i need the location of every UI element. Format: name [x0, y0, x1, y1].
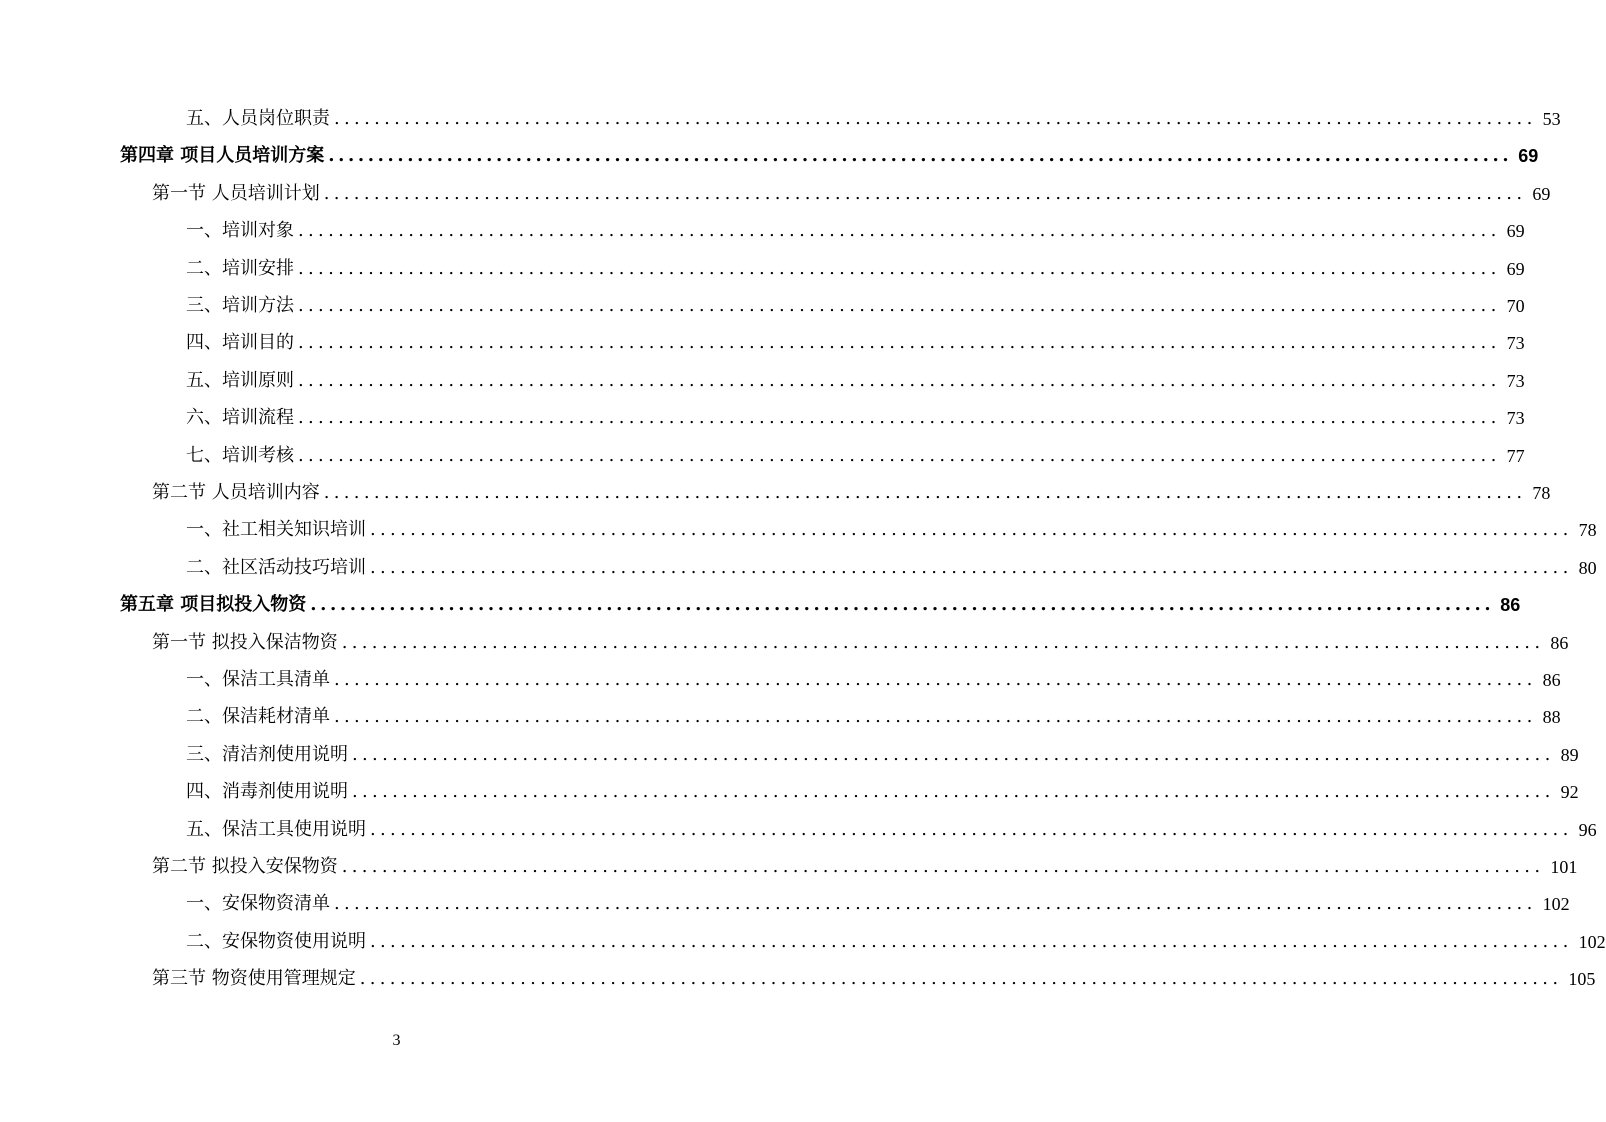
toc-entry[interactable]	[186, 105, 1561, 133]
toc-entry-label: 第二节 人员培训内容	[152, 482, 320, 503]
toc-leader-dots: ........................................................................................................................	[334, 108, 1537, 129]
toc-entry-page: 102	[1542, 894, 1570, 915]
toc-entry[interactable]	[186, 666, 1561, 694]
toc-leader-dots: ........................................................................................................................	[334, 669, 1537, 690]
toc-entry[interactable]	[152, 629, 1569, 657]
toc-entry-label: 三、培训方法	[186, 295, 294, 316]
toc-leader-dots: ........................................................................................................................	[323, 182, 1527, 204]
toc-entry[interactable]	[152, 965, 1596, 993]
toc-entry-page: 78	[1578, 520, 1597, 541]
toc-entry-page: 101	[1550, 857, 1578, 877]
toc-leader-dots: ........................................................................................................................	[359, 968, 1563, 990]
toc-leader-dots: ........................................................................................................................	[341, 856, 1545, 877]
toc-leader-dots: ........................................................................................................................	[334, 706, 1537, 728]
toc-entry[interactable]	[186, 928, 1606, 956]
toc-entry-label: 六、培训流程	[186, 407, 294, 429]
toc-entry-page: 88	[1542, 707, 1561, 728]
toc-leader-dots: ........................................................................................................................	[298, 257, 1501, 279]
toc-entry[interactable]	[186, 816, 1597, 844]
toc-entry[interactable]	[186, 516, 1597, 544]
toc-leader-dots: ........................................................................................................................	[298, 407, 1501, 429]
toc-entry-label: 三、清洁剂使用说明	[186, 743, 348, 765]
toc-entry-page: 77	[1506, 445, 1525, 466]
toc-entry-label: 二、培训安排	[186, 257, 294, 279]
toc-leader-dots: ........................................................................................................................	[370, 556, 1573, 578]
toc-entry[interactable]	[186, 703, 1561, 731]
toc-entry-label: 第五章 项目拟投入物资	[120, 594, 307, 616]
toc-entry-page: 96	[1578, 819, 1597, 840]
toc-entry-page: 102	[1578, 931, 1606, 952]
toc-entry-label: 二、保洁耗材清单	[186, 706, 330, 728]
toc-leader-dots: ........................................................................................................................	[310, 594, 1495, 616]
toc-entry-label: 第二节 拟投入安保物资	[152, 856, 338, 877]
toc-leader-dots: ........................................................................................................................	[323, 482, 1527, 503]
toc-leader-dots: ........................................................................................................................	[298, 295, 1501, 316]
toc-leader-dots: ........................................................................................................................	[352, 781, 1555, 803]
toc-entry-page: 69	[1506, 221, 1525, 242]
toc-entry-page: 53	[1542, 109, 1561, 129]
toc-entry[interactable]	[186, 741, 1579, 769]
toc-entry-label: 四、消毒剂使用说明	[186, 781, 348, 803]
toc-entry-label: 一、培训对象	[186, 220, 294, 242]
toc-entry-label: 七、培训考核	[186, 444, 294, 466]
toc-entry[interactable]	[186, 778, 1579, 806]
toc-leader-dots: ........................................................................................................................	[298, 444, 1501, 466]
toc-entry[interactable]	[152, 180, 1551, 208]
toc-entry-page: 89	[1560, 744, 1579, 765]
toc-entry[interactable]	[186, 890, 1570, 918]
toc-leader-dots: ........................................................................................................................	[298, 369, 1501, 391]
toc-entry[interactable]	[186, 554, 1597, 582]
toc-leader-dots: ........................................................................................................................	[370, 519, 1573, 541]
toc-leader-dots: ........................................................................................................................	[328, 145, 1513, 167]
toc-entry[interactable]	[186, 367, 1525, 395]
toc-entry[interactable]	[186, 404, 1525, 432]
toc-entry-page: 73	[1506, 408, 1525, 429]
toc-entry[interactable]	[186, 442, 1525, 470]
toc-entry-page: 73	[1506, 370, 1525, 391]
toc-entry-page: 105	[1568, 969, 1596, 990]
toc-entry[interactable]	[186, 217, 1525, 245]
toc-entry-page: 78	[1532, 483, 1551, 503]
toc-entry-page: 80	[1578, 557, 1597, 578]
page-number: 3	[392, 1032, 401, 1049]
toc-entry-page: 70	[1506, 296, 1525, 316]
toc-entry[interactable]	[186, 255, 1525, 283]
toc-entry-page: 86	[1550, 632, 1569, 653]
toc-leader-dots: ........................................................................................................................	[341, 631, 1545, 653]
toc-entry[interactable]	[120, 142, 1539, 170]
toc-leader-dots: ........................................................................................................................	[298, 220, 1501, 242]
toc-leader-dots: ........................................................................................................................	[370, 930, 1573, 952]
toc-leader-dots: ........................................................................................................................	[370, 818, 1573, 840]
toc-entry-label: 第一节 人员培训计划	[152, 182, 320, 204]
toc-entry-label: 二、安保物资使用说明	[186, 930, 366, 952]
toc-entry-page: 92	[1560, 782, 1579, 803]
toc-entry-label: 第一节 拟投入保洁物资	[152, 631, 338, 653]
toc-entry-label: 五、培训原则	[186, 369, 294, 391]
toc-entry[interactable]	[186, 292, 1525, 320]
toc-entry-label: 第三节 物资使用管理规定	[152, 968, 356, 990]
toc-entry-label: 一、安保物资清单	[186, 893, 330, 915]
toc-entry-page: 86	[1500, 595, 1521, 616]
toc-entry[interactable]	[186, 329, 1525, 357]
toc-entry-label: 一、社工相关知识培训	[186, 519, 366, 541]
toc-entry-page: 69	[1518, 146, 1539, 167]
toc-entry[interactable]	[120, 591, 1521, 619]
toc-entry-label: 四、培训目的	[186, 332, 294, 354]
toc-entry-label: 第四章 项目人员培训方案	[120, 145, 325, 167]
toc-entry-page: 69	[1506, 258, 1525, 279]
toc-entry-label: 五、保洁工具使用说明	[186, 818, 366, 840]
toc-entry[interactable]	[152, 479, 1551, 507]
toc-leader-dots: ........................................................................................................................	[334, 893, 1537, 915]
toc-entry-label: 五、人员岗位职责	[186, 108, 330, 129]
toc-entry-label: 一、保洁工具清单	[186, 669, 330, 690]
toc-entry-page: 86	[1542, 670, 1561, 690]
toc-leader-dots: ........................................................................................................................	[298, 332, 1501, 354]
toc-entry-label: 二、社区活动技巧培训	[186, 556, 366, 578]
toc-entry-page: 69	[1532, 183, 1551, 204]
toc-entry[interactable]	[152, 853, 1578, 881]
toc-leader-dots: ........................................................................................................................	[352, 743, 1555, 765]
toc-entry-page: 73	[1506, 333, 1525, 354]
